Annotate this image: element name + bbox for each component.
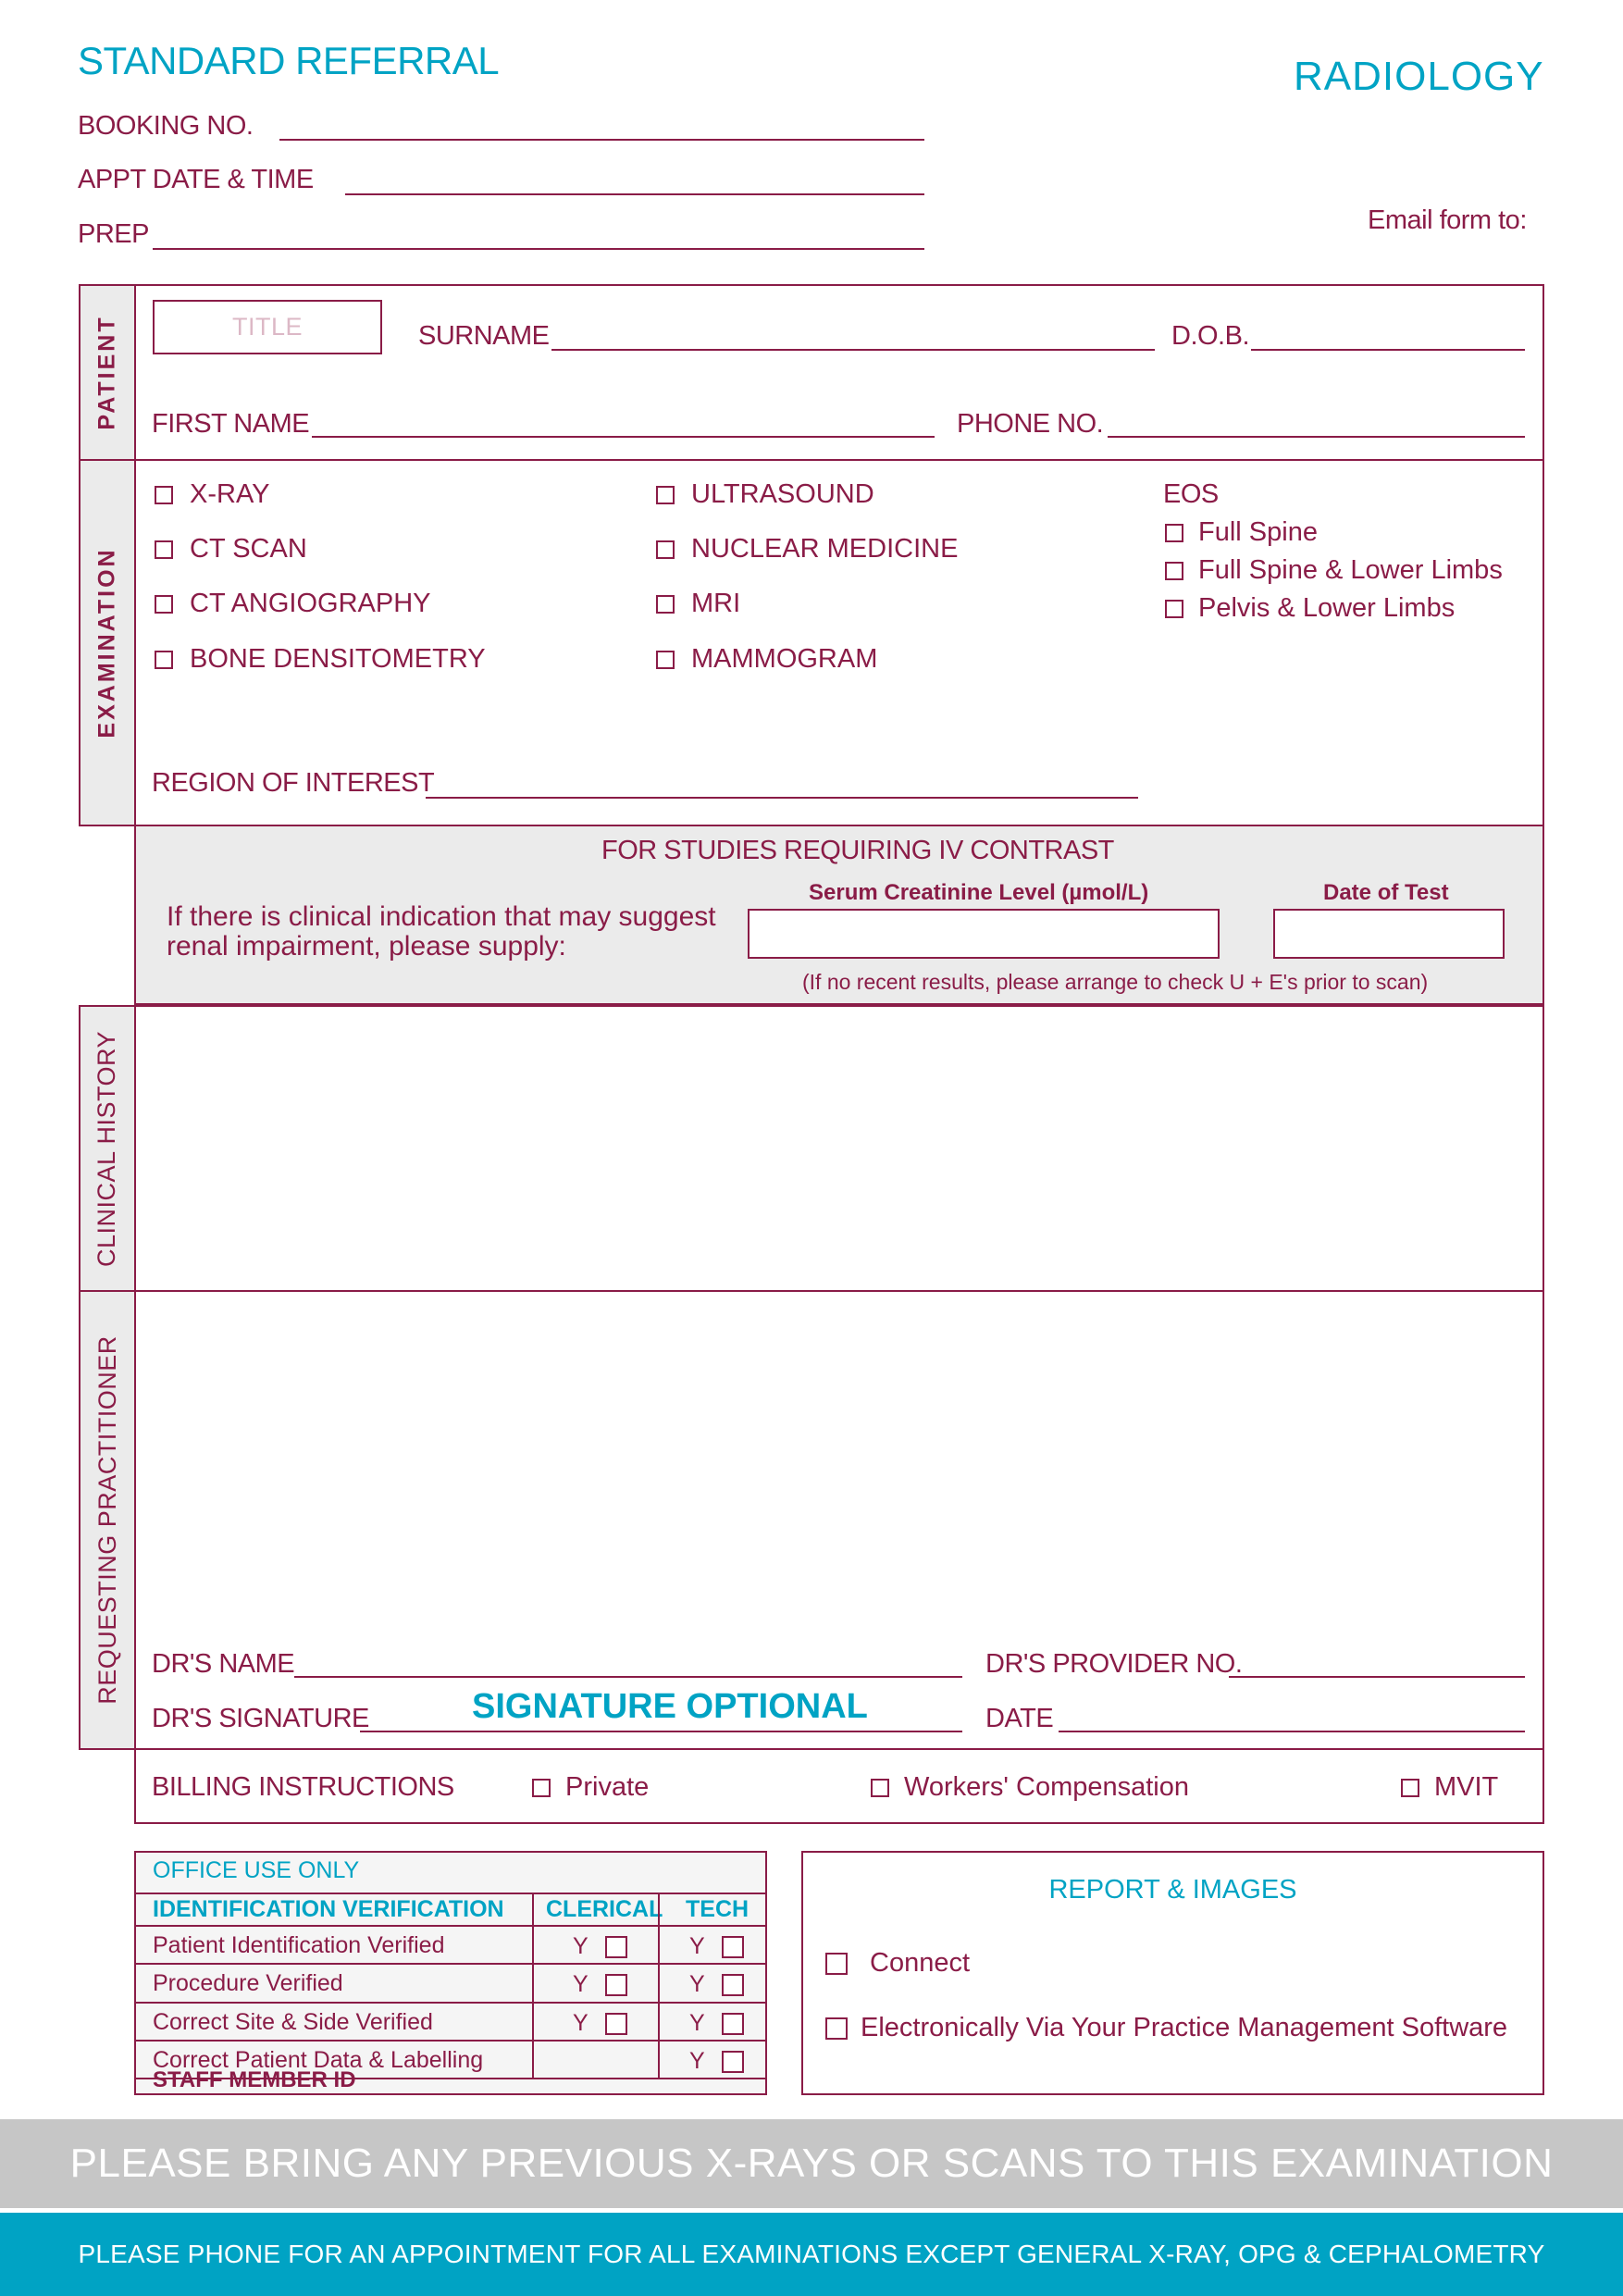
ct-scan-checkbox[interactable] bbox=[155, 540, 173, 559]
prep-label: PREP bbox=[78, 219, 149, 249]
ultrasound-label: ULTRASOUND bbox=[691, 479, 874, 509]
workers-comp-label: Workers' Compensation bbox=[904, 1772, 1190, 1802]
mammogram-checkbox[interactable] bbox=[656, 651, 675, 669]
title-field[interactable] bbox=[153, 300, 382, 354]
tech-yes[interactable] bbox=[689, 1933, 744, 1960]
exam-option-ct-scan[interactable] bbox=[155, 534, 307, 565]
phone-appointment-text: PLEASE PHONE FOR AN APPOINTMENT FOR ALL EXAMINATIONS EXCEPT GENERAL X-RAY, OPG & CEPHALOMETRY bbox=[78, 2240, 1545, 2268]
office-header-row bbox=[136, 1894, 765, 1927]
surname-label: SURNAME bbox=[418, 321, 550, 351]
ct-angiography-label: CT ANGIOGRAPHY bbox=[190, 589, 431, 618]
clerical-checkbox[interactable] bbox=[605, 1974, 627, 1996]
yes-label: Y bbox=[573, 1971, 588, 1997]
appt-date-time-field[interactable] bbox=[345, 193, 924, 195]
tech-yes[interactable] bbox=[689, 1971, 744, 1998]
region-of-interest-label: REGION OF INTEREST bbox=[152, 768, 435, 798]
date-of-test-label: Date of Test bbox=[1323, 880, 1449, 905]
first-name-label: FIRST NAME bbox=[152, 409, 310, 439]
examination-section-tab bbox=[79, 459, 136, 826]
electronic-label: Electronically Via Your Practice Management Software bbox=[861, 2013, 1508, 2042]
connect-label: Connect bbox=[870, 1948, 971, 1978]
exam-option-mammogram[interactable] bbox=[656, 644, 877, 675]
connect-checkbox[interactable] bbox=[825, 1953, 848, 1975]
appt-date-time-label: APPT DATE & TIME bbox=[78, 165, 314, 194]
eos-heading: EOS bbox=[1163, 479, 1219, 509]
yes-label: Y bbox=[573, 1933, 588, 1959]
tech-checkbox[interactable] bbox=[722, 2013, 744, 2035]
clinical-history-section-tab bbox=[79, 1005, 136, 1292]
clerical-yes[interactable] bbox=[573, 2010, 627, 2037]
office-row-label: Correct Patient Data & Labelling bbox=[153, 2047, 484, 2073]
dr-signature-field[interactable] bbox=[360, 1731, 962, 1732]
first-name-field[interactable] bbox=[312, 436, 935, 438]
bone-densitometry-label: BONE DENSITOMETRY bbox=[190, 644, 486, 674]
column-divider bbox=[658, 1894, 660, 2079]
clerical-header: CLERICAL bbox=[546, 1896, 663, 1922]
exam-option-ultrasound[interactable] bbox=[656, 479, 874, 510]
yes-label: Y bbox=[689, 1933, 705, 1959]
iv-contrast-heading: FOR STUDIES REQUIRING IV CONTRAST bbox=[601, 836, 1114, 865]
report-images-title: REPORT & IMAGES bbox=[1048, 1875, 1297, 1905]
clinical-history-section-label: CLINICAL HISTORY bbox=[93, 1030, 121, 1267]
bring-previous-scans-text: PLEASE BRING ANY PREVIOUS X-RAYS OR SCANS TO THIS EXAMINATION bbox=[69, 2141, 1554, 2186]
office-title-row bbox=[136, 1853, 765, 1894]
renal-instruction-line2: renal impairment, please supply: bbox=[167, 931, 566, 962]
private-checkbox[interactable] bbox=[532, 1779, 551, 1797]
renal-instruction-line1: If there is clinical indication that may suggest bbox=[167, 901, 716, 932]
full-spine-label: Full Spine bbox=[1198, 517, 1318, 547]
eos-option-full-spine[interactable] bbox=[1165, 517, 1318, 548]
yes-label: Y bbox=[689, 1971, 705, 1997]
xray-label: X-RAY bbox=[190, 479, 270, 509]
examination-section-label: EXAMINATION bbox=[93, 547, 120, 738]
office-row-label: Correct Site & Side Verified bbox=[153, 2009, 433, 2035]
ultrasound-checkbox[interactable] bbox=[656, 486, 675, 504]
report-option-connect[interactable] bbox=[825, 1948, 970, 1979]
prep-field[interactable] bbox=[153, 248, 924, 250]
office-row-label: Patient Identification Verified bbox=[153, 1932, 445, 1958]
clinical-history-field[interactable] bbox=[134, 1005, 1544, 1292]
tech-yes[interactable] bbox=[689, 2010, 744, 2037]
mvit-label: MVIT bbox=[1434, 1772, 1499, 1802]
clerical-yes[interactable] bbox=[573, 1933, 627, 1960]
office-use-title: OFFICE USE ONLY bbox=[153, 1857, 360, 1883]
exam-option-xray[interactable] bbox=[155, 479, 269, 510]
billing-label: BILLING INSTRUCTIONS bbox=[152, 1772, 454, 1802]
full-spine-checkbox[interactable] bbox=[1165, 524, 1183, 542]
practitioner-section[interactable] bbox=[134, 1290, 1544, 1750]
creatinine-input[interactable] bbox=[748, 909, 1220, 959]
office-row bbox=[136, 2004, 765, 2042]
full-spine-lower-limbs-label: Full Spine & Lower Limbs bbox=[1198, 555, 1503, 585]
electronic-checkbox[interactable] bbox=[825, 2017, 848, 2040]
dob-field[interactable] bbox=[1251, 349, 1525, 351]
column-divider bbox=[532, 1894, 534, 2079]
contrast-note: (If no recent results, please arrange to check U + E's prior to scan) bbox=[802, 970, 1429, 994]
phone-field[interactable] bbox=[1108, 436, 1525, 438]
department-title: RADIOLOGY bbox=[1294, 54, 1544, 99]
dr-signature-label: DR'S SIGNATURE bbox=[152, 1704, 369, 1733]
form-title: STANDARD REFERRAL bbox=[78, 39, 500, 82]
exam-option-ct-angiography[interactable] bbox=[155, 589, 431, 619]
tech-checkbox[interactable] bbox=[722, 1936, 744, 1958]
eos-option-full-spine-lower-limbs[interactable] bbox=[1165, 555, 1503, 586]
office-row bbox=[136, 1927, 765, 1965]
date-of-test-input[interactable] bbox=[1273, 909, 1505, 959]
exam-option-bone-densitometry[interactable] bbox=[155, 644, 486, 675]
private-label: Private bbox=[565, 1772, 650, 1802]
workers-comp-checkbox[interactable] bbox=[871, 1779, 889, 1797]
dr-name-field[interactable] bbox=[294, 1676, 962, 1678]
patient-section-tab bbox=[79, 284, 136, 461]
tech-checkbox[interactable] bbox=[722, 2051, 744, 2073]
date-field[interactable] bbox=[1059, 1731, 1525, 1732]
ct-scan-label: CT SCAN bbox=[190, 534, 307, 564]
dr-name-label: DR'S NAME bbox=[152, 1649, 295, 1679]
billing-option-workers-comp[interactable] bbox=[871, 1772, 1189, 1803]
phone-label: PHONE NO. bbox=[957, 409, 1104, 439]
nuclear-medicine-label: NUCLEAR MEDICINE bbox=[691, 534, 959, 564]
exam-option-mri[interactable] bbox=[656, 589, 740, 619]
mri-checkbox[interactable] bbox=[656, 595, 675, 614]
mri-label: MRI bbox=[691, 589, 741, 618]
report-option-electronic[interactable] bbox=[825, 2013, 1507, 2043]
yes-label: Y bbox=[573, 2010, 588, 2036]
tech-checkbox[interactable] bbox=[722, 1974, 744, 1996]
office-use-table bbox=[134, 1851, 767, 2095]
bring-previous-scans-banner bbox=[0, 2119, 1623, 2208]
yes-label: Y bbox=[689, 2010, 705, 2036]
signature-optional-note: SIGNATURE OPTIONAL bbox=[472, 1687, 868, 1726]
renal-instruction bbox=[167, 902, 716, 962]
phone-appointment-banner bbox=[0, 2213, 1623, 2296]
dob-label: D.O.B. bbox=[1171, 321, 1250, 351]
mvit-checkbox[interactable] bbox=[1401, 1779, 1419, 1797]
full-spine-lower-limbs-checkbox[interactable] bbox=[1165, 562, 1183, 580]
date-label: DATE bbox=[985, 1704, 1054, 1733]
office-row-label: Procedure Verified bbox=[153, 1970, 343, 1996]
email-form-label: Email form to: bbox=[1368, 205, 1527, 235]
tech-header: TECH bbox=[686, 1896, 750, 1922]
dr-provider-label: DR'S PROVIDER NO. bbox=[985, 1649, 1243, 1679]
pelvis-lower-limbs-checkbox[interactable] bbox=[1165, 600, 1183, 618]
creatinine-label: Serum Creatinine Level (µmol/L) bbox=[809, 880, 1149, 905]
booking-no-field[interactable] bbox=[279, 139, 924, 141]
dr-provider-field[interactable] bbox=[1229, 1676, 1525, 1678]
booking-no-label: BOOKING NO. bbox=[78, 111, 254, 141]
yes-label: Y bbox=[689, 2048, 705, 2074]
billing-option-private[interactable] bbox=[532, 1772, 649, 1803]
nuclear-medicine-checkbox[interactable] bbox=[656, 540, 675, 559]
title-placeholder: TITLE bbox=[231, 313, 303, 341]
clerical-checkbox[interactable] bbox=[605, 1936, 627, 1958]
mammogram-label: MAMMOGRAM bbox=[691, 644, 878, 674]
eos-option-pelvis-lower-limbs[interactable] bbox=[1165, 593, 1455, 624]
pelvis-lower-limbs-label: Pelvis & Lower Limbs bbox=[1198, 593, 1456, 623]
exam-option-nuclear-medicine[interactable] bbox=[656, 534, 958, 565]
xray-checkbox[interactable] bbox=[155, 486, 173, 504]
clerical-yes[interactable] bbox=[573, 1971, 627, 1998]
billing-option-mvit[interactable] bbox=[1401, 1772, 1498, 1803]
id-verification-header: IDENTIFICATION VERIFICATION bbox=[153, 1896, 504, 1922]
patient-section-label: PATIENT bbox=[93, 315, 120, 430]
staff-member-id-label: STAFF MEMBER ID bbox=[153, 2067, 356, 2092]
practitioner-section-label: REQUESTING PRACTITIONER bbox=[93, 1335, 121, 1705]
region-of-interest-field[interactable] bbox=[426, 797, 1138, 799]
clerical-checkbox[interactable] bbox=[605, 2013, 627, 2035]
tech-yes[interactable] bbox=[689, 2048, 744, 2075]
report-images-box bbox=[801, 1851, 1544, 2095]
practitioner-section-tab bbox=[79, 1290, 136, 1750]
ct-angiography-checkbox[interactable] bbox=[155, 595, 173, 614]
office-row bbox=[136, 1965, 765, 2004]
bone-densitometry-checkbox[interactable] bbox=[155, 651, 173, 669]
surname-field[interactable] bbox=[551, 349, 1155, 351]
